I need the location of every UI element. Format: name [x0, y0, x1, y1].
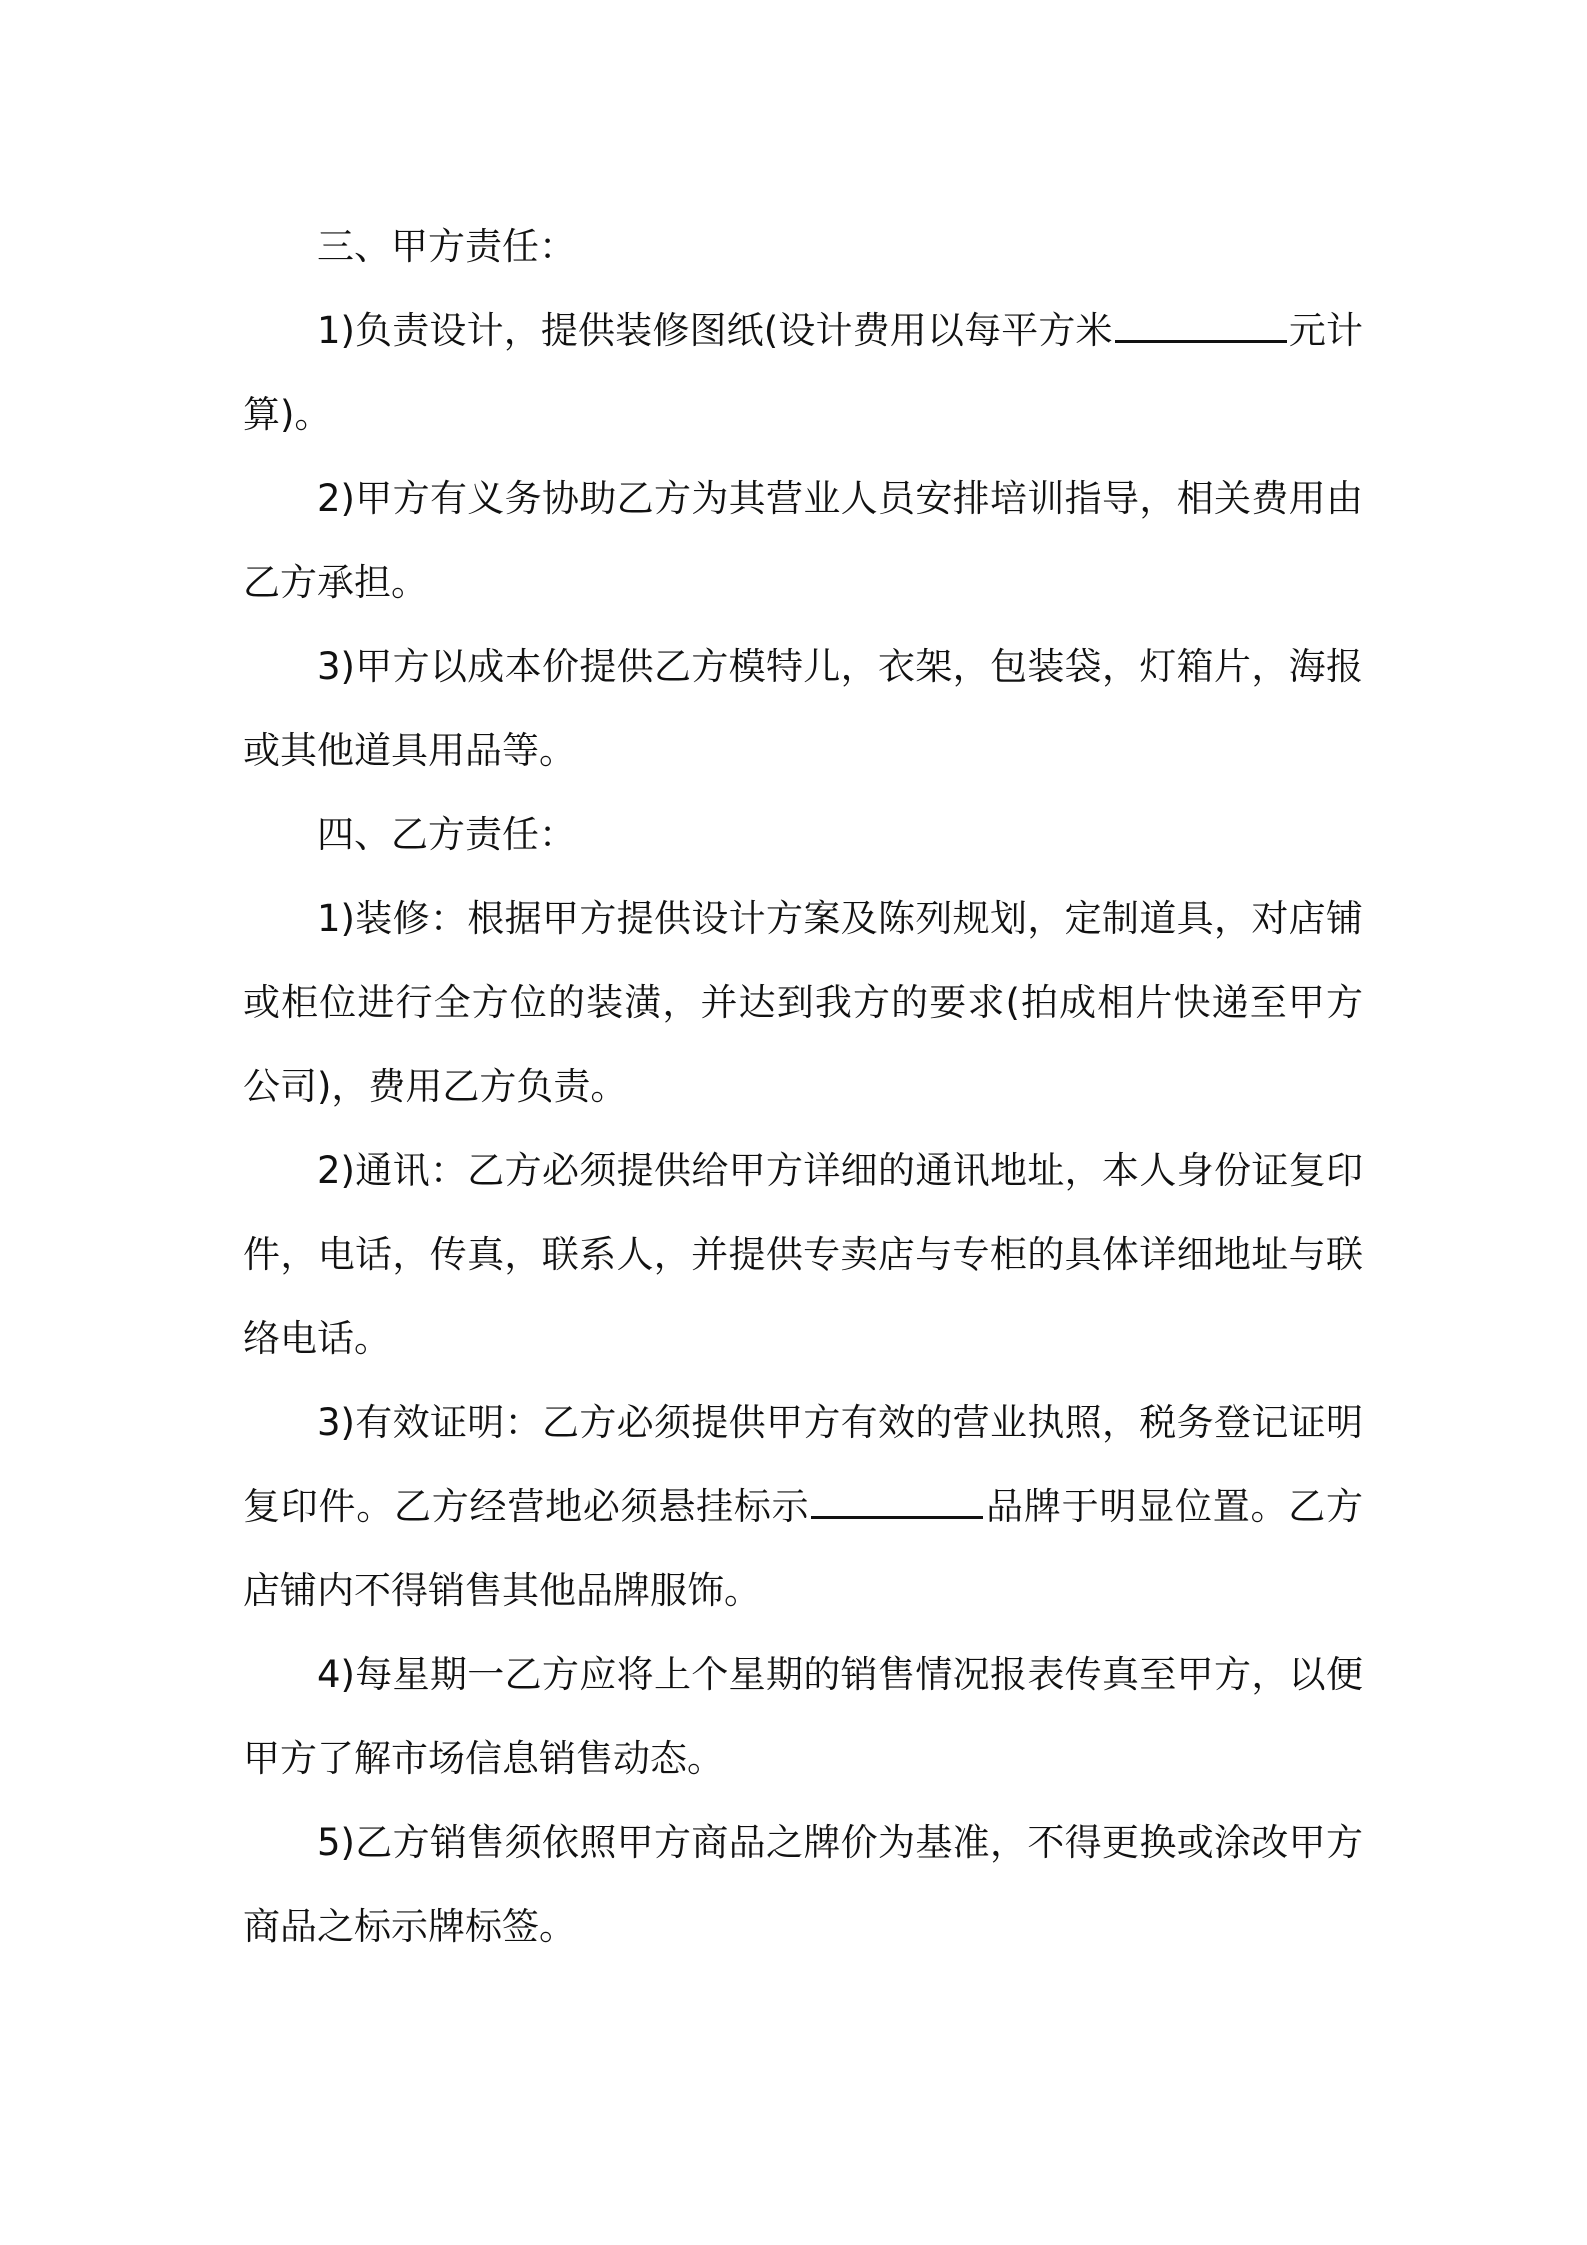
contract-body [243, 205, 1363, 1969]
party-a-item-1-design: 1)负责设计，提供装修图纸(设计费用以每平方米 元计算)。 [243, 289, 1363, 457]
party-a-item-2-training: 2)甲方有义务协助乙方为其营业人员安排培训指导，相关费用由乙方承担。 [243, 477, 1363, 604]
section-heading-party-b-responsibilities: 四、乙方责任： [317, 813, 576, 856]
party-a-item-3-props: 3)甲方以成本价提供乙方模特儿，衣架，包装袋，灯箱片，海报或其他道具用品等。 [243, 645, 1363, 772]
party-b-item-1-decoration: 1)装修：根据甲方提供设计方案及陈列规划，定制道具，对店铺或柜位进行全方位的装潢，并达到我方的要求(拍成相片快递至甲方公司)，费用乙方负责。 [243, 897, 1363, 1108]
party-b-item-3-valid-proof: 3)有效证明：乙方必须提供甲方有效的营业执照，税务登记证明复印件。乙方经营地必须悬挂标示 品牌于明显位置。乙方店铺内不得销售其他品牌服饰。 [243, 1401, 1364, 1612]
party-b-item-5-pricing: 5)乙方销售须依照甲方商品之牌价为基准，不得更换或涂改甲方商品之标示牌标签。 [243, 1821, 1363, 1948]
design-fee-blank [1115, 298, 1287, 343]
brand-name-blank [811, 1474, 983, 1519]
party-b-item-4-weekly-report: 4)每星期一乙方应将上个星期的销售情况报表传真至甲方，以便甲方了解市场信息销售动态。 [243, 1653, 1363, 1780]
party-b-item-2-communication: 2)通讯：乙方必须提供给甲方详细的通讯地址，本人身份证复印件，电话，传真，联系人，并提供专卖店与专柜的具体详细地址与联络电话。 [243, 1149, 1363, 1360]
section-heading-party-a-responsibilities: 三、甲方责任： [317, 225, 576, 268]
